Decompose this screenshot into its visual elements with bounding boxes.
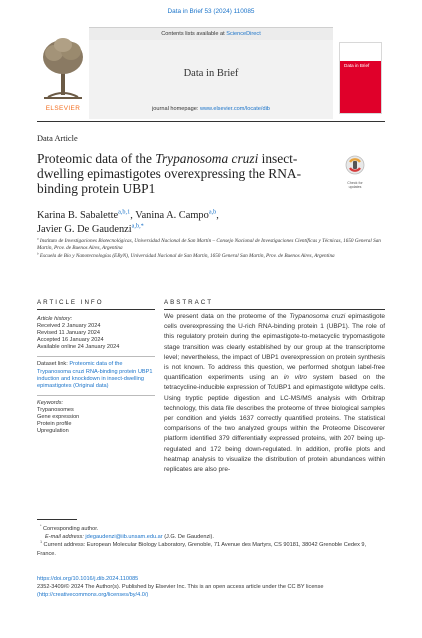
footnote-email: [37, 533, 385, 541]
tree-logo-icon: [38, 27, 88, 107]
affiliation-mark: a: [37, 236, 39, 241]
affiliations: [37, 238, 385, 260]
elsevier-logo: [38, 27, 88, 118]
title-part-2: insect-dwelling epimastigotes overexpressing the RNA-binding protein UBP1: [37, 151, 302, 197]
keyword: Trypanosomes: [37, 406, 74, 413]
author-sup[interactable]: a,b: [208, 208, 217, 216]
abstract-heading: ABSTRACT: [164, 299, 214, 306]
info-divider: [37, 395, 155, 396]
history-item: Received 2 January 2024: [37, 323, 101, 330]
affiliation-text: Instituto de Investigaciones Biotecnológicas, Universidad Nacional de San Martín – Consejo Nacional de Investigaciones Científicas y Técnicas, 1650 General San Martín, Prov. de Buenos Aires, Argentina: [37, 238, 381, 252]
footnote-star: *: [40, 524, 42, 529]
header-divider: [37, 121, 385, 122]
doi-license: [37, 575, 385, 600]
dataset-link[interactable]: Proteomic data of the Trypanosoma cruzi RNA-binding protein UBP1 induction and knockdown in insect-dwelling epimastigotes (Original data): [37, 361, 153, 389]
check-updates-label: Check for updates: [347, 181, 363, 189]
info-divider: [37, 356, 155, 357]
history-item: Available online 24 January 2024: [37, 344, 120, 351]
contents-prefix: Contents lists available at: [161, 31, 227, 37]
dataset-link-block: [37, 361, 155, 389]
cover-top: [340, 43, 381, 61]
header-panel: [89, 40, 333, 119]
footnote-corresponding: [37, 525, 385, 533]
current-address-text: Current address: European Molecular Biology Laboratory, Grenoble, 71 Avenue des Martyrs, CS 90181, 38042 Grenoble Cedex 9, France.: [37, 542, 367, 557]
doi-link[interactable]: https://doi.org/10.1016/j.dib.2024.110085: [37, 576, 139, 582]
paper-title: [37, 151, 327, 197]
homepage-line: [89, 106, 333, 112]
elsevier-wordmark: ELSEVIER: [45, 105, 81, 112]
keyword: Gene expression: [37, 414, 80, 421]
keyword: Upregulation: [37, 428, 69, 435]
abstract-rule: [164, 309, 385, 310]
abstract-text-a: We present data on the proteome of the: [164, 313, 290, 320]
footnotes: [37, 525, 385, 558]
abstract-text-c: system based on the tetracycline-inducible expression of TcUBP1 and epimastigote wildtype cells. Using tryptic peptide digestion and LC-MS/MS analysis with Orbitrap technology, this data file describes the proteome of three biological samples per condition and yields 1637 correctly quantified proteins. The statistical comparisons of the two analyzed groups within the Proteome Discoverer platform identified 379 differentially expressed proteins, with 207 being up-regulated and 172 being down-regulated. In addition, profile plots and heatmap analysis to visualize the distribution of protein abundances within replicates are also pre-: [164, 374, 385, 474]
contents-line: [89, 31, 333, 37]
footnote-one: 1: [40, 540, 42, 545]
affiliation-mark: b: [37, 251, 39, 256]
author-sup[interactable]: a,b,1: [118, 208, 131, 216]
license-text: 2352-3409/© 2024 The Author(s). Published by Elsevier Inc. This is an open access article under the CC BY license: [37, 584, 324, 591]
abstract-species: Trypanosoma cruzi: [289, 313, 346, 320]
journal-cover: [339, 42, 382, 114]
affiliation-item: [37, 253, 385, 260]
author-name: Vanina A. Campo: [135, 210, 209, 221]
keyword: Protein profile: [37, 421, 72, 428]
title-italic: Trypanosoma cruzi: [155, 151, 259, 166]
cover-title: Data in Brief: [344, 63, 370, 68]
cover-body: [340, 61, 381, 113]
abstract-text-b: epimastigote cells overexpressing the U-rich RNA-binding protein 1 (UBP1). The role of this regulatory protein during the epimastigote-to-metacyclic trypomastigote stage transition was clearly established by our group at the transcriptome level; nevertheless, the impact of UBP1 overexpression on protein synthesis is not known. To address this question, we performed shotgun label-free quantification experiments using an: [164, 313, 385, 382]
email-label: E-mail address:: [45, 534, 86, 541]
dataset-label: Dataset link:: [37, 361, 70, 368]
author-sup[interactable]: a,b,*: [131, 222, 144, 230]
check-for-updates-badge[interactable]: [342, 154, 368, 189]
history-item: Revised 11 January 2024: [37, 330, 101, 337]
corresponding-text: Corresponding author.: [42, 526, 99, 532]
keywords-label: Keywords:: [37, 399, 64, 406]
abstract-in-vitro: in vitro: [283, 374, 308, 382]
history-item: Accepted 16 January 2024: [37, 337, 104, 344]
author-name: Karina B. Sabalette: [37, 210, 119, 221]
article-info-heading: ARTICLE INFO: [37, 299, 104, 306]
abstract-body: [164, 312, 385, 475]
journal-title: Data in Brief: [183, 68, 239, 79]
affiliation-text: Escuela de Bio y Nanotecnologías (EByN), Universidad Nacional de San Martín, 1650 General San Martín, Prov. de Buenos Aires, Argentina: [39, 252, 335, 259]
check-updates-icon: [342, 154, 368, 176]
footnote-current-address: [37, 541, 385, 557]
homepage-prefix: journal homepage:: [152, 106, 200, 112]
article-type: Data Article: [37, 134, 78, 143]
article-info-rule: [37, 309, 155, 310]
homepage-link[interactable]: www.elsevier.com/locate/dib: [199, 106, 270, 112]
journal-reference[interactable]: Data in Brief 53 (2024) 110085: [167, 8, 255, 15]
license-link[interactable]: (http://creativecommons.org/licenses/by/4.0/): [37, 592, 149, 599]
email-suffix: (J.G. De Gaudenzi).: [162, 534, 214, 541]
sciencedirect-link[interactable]: ScienceDirect: [226, 31, 261, 37]
author-name: Javier G. De Gaudenzi: [37, 224, 132, 235]
email-link[interactable]: jdegaudenzi@iib.unsam.edu.ar: [85, 534, 163, 541]
title-part-1: Proteomic data of the: [37, 151, 156, 166]
history-label: Article history:: [37, 316, 73, 322]
author-list: Karina B. Sabalette$^{a,b,1}$, Vanina A. Campo$^{a,b}$, Javier G. De Gaudenzi$^{a,b,*}$: [37, 208, 219, 235]
article-info: [37, 316, 155, 435]
footnote-rule: [37, 519, 77, 520]
journal-header: [89, 27, 333, 118]
